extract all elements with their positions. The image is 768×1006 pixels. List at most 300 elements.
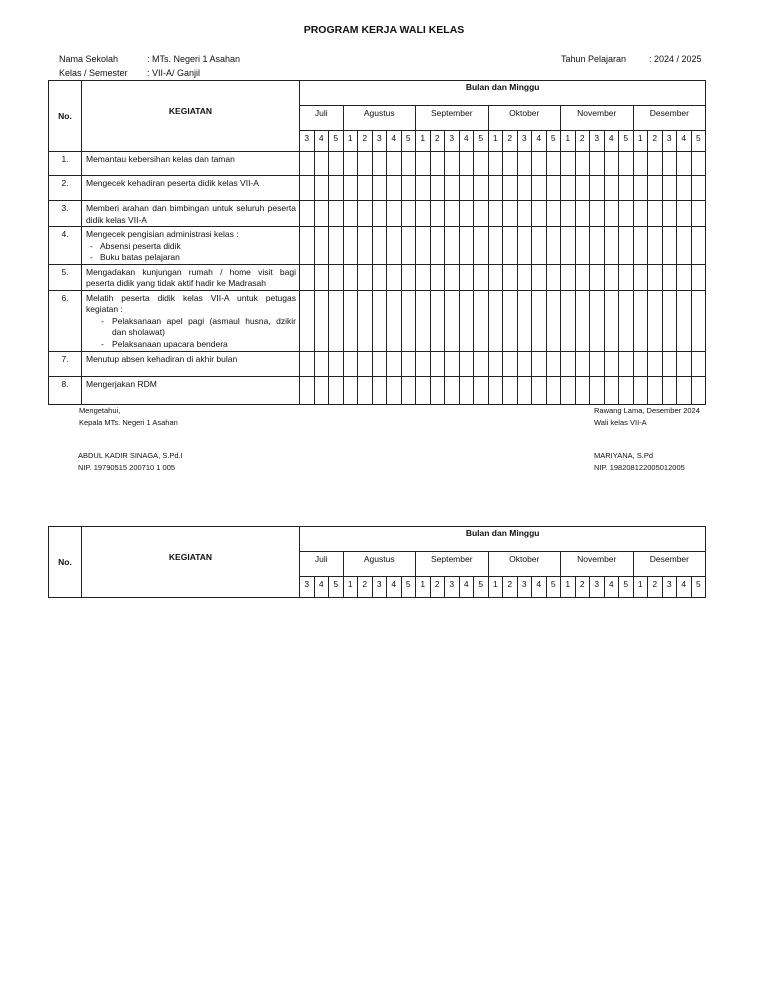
week-number: 3	[372, 131, 387, 152]
week-cell	[314, 176, 329, 201]
month-header: September	[416, 552, 489, 577]
week-number: 4	[387, 131, 402, 152]
week-cell	[633, 201, 648, 227]
week-cell	[691, 264, 706, 290]
week-cell	[474, 152, 489, 176]
week-cell	[329, 227, 344, 265]
week-cell	[662, 290, 677, 351]
week-cell	[329, 201, 344, 227]
activity-cell	[82, 201, 300, 227]
week-cell	[590, 201, 605, 227]
week-cell	[503, 376, 518, 404]
week-cell	[416, 351, 431, 376]
week-cell	[314, 264, 329, 290]
week-cell	[590, 290, 605, 351]
week-cell	[445, 176, 460, 201]
activity-text: Mengadakan kunjungan rumah / home visit bagi peserta didik yang tidak aktif hadir ke Madrasah	[86, 266, 296, 288]
week-cell	[633, 152, 648, 176]
activity-subitem: - Pelaksanaan apel pagi (asmaul husna, dzikir dan sholawat)	[86, 316, 296, 339]
week-cell	[604, 351, 619, 376]
week-cell	[387, 176, 402, 201]
week-cell	[329, 176, 344, 201]
week-cell	[662, 351, 677, 376]
week-cell	[474, 201, 489, 227]
week-cell	[648, 201, 663, 227]
week-cell	[329, 152, 344, 176]
row-number: 4.	[49, 227, 82, 265]
week-cell	[575, 227, 590, 265]
activity-text: Memantau kebersihan kelas dan taman	[86, 154, 235, 164]
header-kegiatan: KEGIATAN	[82, 81, 300, 152]
week-cell	[358, 152, 373, 176]
week-cell	[677, 201, 692, 227]
week-cell	[430, 264, 445, 290]
week-cell	[575, 152, 590, 176]
week-cell	[575, 290, 590, 351]
week-number: 3	[372, 577, 387, 598]
week-number: 2	[430, 577, 445, 598]
week-cell	[604, 227, 619, 265]
week-cell	[459, 227, 474, 265]
work-program-table-blank	[48, 526, 706, 598]
week-cell	[459, 152, 474, 176]
week-cell	[416, 152, 431, 176]
week-cell	[604, 201, 619, 227]
week-cell	[314, 351, 329, 376]
table-row	[49, 264, 706, 290]
week-number: 5	[329, 131, 344, 152]
week-cell	[633, 264, 648, 290]
week-cell	[300, 227, 315, 265]
week-number: 5	[401, 131, 416, 152]
week-cell	[329, 376, 344, 404]
page-title: PROGRAM KERJA WALI KELAS	[303, 24, 465, 36]
year-label: Tahun Pelajaran	[561, 54, 627, 64]
header-months-group: Bulan dan Minggu	[300, 527, 706, 552]
week-cell	[401, 290, 416, 351]
month-header: September	[416, 106, 489, 131]
week-cell	[416, 264, 431, 290]
week-cell	[575, 376, 590, 404]
week-cell	[532, 376, 547, 404]
week-cell	[662, 264, 677, 290]
week-cell	[619, 227, 634, 265]
week-cell	[532, 227, 547, 265]
week-number: 2	[575, 577, 590, 598]
week-number: 4	[604, 131, 619, 152]
week-cell	[532, 176, 547, 201]
week-number: 2	[358, 131, 373, 152]
week-number: 1	[416, 131, 431, 152]
week-cell	[300, 264, 315, 290]
activity-text: Memberi arahan dan bimbingan untuk seluruh peserta didik kelas VII-A	[86, 203, 296, 225]
week-cell	[648, 227, 663, 265]
week-cell	[590, 176, 605, 201]
week-cell	[677, 176, 692, 201]
week-cell	[488, 152, 503, 176]
week-cell	[474, 176, 489, 201]
week-cell	[633, 290, 648, 351]
week-number: 5	[691, 577, 706, 598]
header-no: No.	[49, 81, 82, 152]
week-cell	[677, 351, 692, 376]
week-number: 2	[648, 577, 663, 598]
week-cell	[648, 290, 663, 351]
month-header: November	[561, 552, 634, 577]
week-cell	[561, 201, 576, 227]
week-number: 2	[575, 131, 590, 152]
week-cell	[517, 176, 532, 201]
week-cell	[488, 264, 503, 290]
week-cell	[445, 376, 460, 404]
month-header: Juli	[300, 106, 344, 131]
week-cell	[633, 176, 648, 201]
week-cell	[575, 351, 590, 376]
week-number: 3	[445, 131, 460, 152]
week-cell	[372, 227, 387, 265]
week-cell	[590, 351, 605, 376]
week-number: 1	[488, 131, 503, 152]
week-cell	[474, 351, 489, 376]
week-cell	[372, 376, 387, 404]
week-number: 5	[474, 577, 489, 598]
week-cell	[343, 227, 358, 265]
week-cell	[401, 201, 416, 227]
week-number: 1	[343, 131, 358, 152]
week-number: 5	[329, 577, 344, 598]
week-cell	[691, 376, 706, 404]
week-cell	[401, 264, 416, 290]
month-header: Agustus	[343, 106, 416, 131]
week-cell	[590, 227, 605, 265]
week-cell	[300, 290, 315, 351]
week-number: 3	[662, 577, 677, 598]
week-cell	[546, 152, 561, 176]
week-cell	[314, 201, 329, 227]
week-cell	[430, 176, 445, 201]
week-cell	[648, 264, 663, 290]
week-number: 4	[387, 577, 402, 598]
week-cell	[445, 290, 460, 351]
week-cell	[517, 264, 532, 290]
week-number: 5	[546, 577, 561, 598]
week-cell	[372, 176, 387, 201]
week-cell	[343, 201, 358, 227]
month-header: November	[561, 106, 634, 131]
week-cell	[430, 152, 445, 176]
header-no: No.	[49, 527, 82, 598]
week-number: 4	[677, 131, 692, 152]
week-cell	[401, 152, 416, 176]
row-number: 3.	[49, 201, 82, 227]
week-cell	[590, 264, 605, 290]
week-cell	[662, 376, 677, 404]
table-row	[49, 227, 706, 265]
week-cell	[677, 264, 692, 290]
week-cell	[691, 351, 706, 376]
week-cell	[575, 201, 590, 227]
week-cell	[430, 290, 445, 351]
week-number: 4	[532, 131, 547, 152]
week-number: 1	[633, 131, 648, 152]
activity-cell	[82, 290, 300, 351]
week-cell	[430, 201, 445, 227]
week-number: 5	[619, 131, 634, 152]
week-number: 2	[503, 577, 518, 598]
week-number: 4	[459, 131, 474, 152]
activity-cell	[82, 264, 300, 290]
row-number: 2.	[49, 176, 82, 201]
week-cell	[358, 351, 373, 376]
week-cell	[633, 376, 648, 404]
week-cell	[648, 152, 663, 176]
week-cell	[314, 227, 329, 265]
week-cell	[517, 376, 532, 404]
week-cell	[619, 201, 634, 227]
week-cell	[416, 176, 431, 201]
week-cell	[532, 264, 547, 290]
week-cell	[662, 201, 677, 227]
week-cell	[546, 376, 561, 404]
week-cell	[372, 152, 387, 176]
school-label: Nama Sekolah	[59, 54, 119, 64]
week-cell	[387, 227, 402, 265]
week-cell	[401, 351, 416, 376]
week-cell	[430, 351, 445, 376]
week-cell	[619, 176, 634, 201]
week-number: 4	[459, 577, 474, 598]
week-number: 2	[430, 131, 445, 152]
week-number: 3	[590, 131, 605, 152]
week-cell	[677, 227, 692, 265]
activity-text: Melatih peserta didik kelas VII-A untuk petugas kegiatan :	[86, 292, 296, 314]
week-cell	[343, 376, 358, 404]
week-cell	[517, 227, 532, 265]
week-number: 4	[532, 577, 547, 598]
week-cell	[546, 227, 561, 265]
activity-subitem: - Buku batas pelajaran	[86, 252, 296, 264]
activity-text: Mengecek pengisian administrasi kelas :	[86, 229, 239, 239]
week-number: 5	[546, 131, 561, 152]
week-cell	[416, 201, 431, 227]
week-number: 3	[445, 577, 460, 598]
week-cell	[343, 264, 358, 290]
header-months-group: Bulan dan Minggu	[300, 81, 706, 106]
activity-cell	[82, 176, 300, 201]
week-cell	[648, 376, 663, 404]
week-cell	[459, 201, 474, 227]
week-cell	[517, 290, 532, 351]
homeroom-title: Wali kelas VII-A	[594, 418, 647, 427]
week-cell	[459, 264, 474, 290]
work-program-table	[48, 80, 706, 405]
week-number: 5	[401, 577, 416, 598]
week-cell	[503, 351, 518, 376]
week-cell	[503, 201, 518, 227]
school-value: : MTs. Negeri 1 Asahan	[147, 54, 241, 64]
week-cell	[619, 290, 634, 351]
week-cell	[314, 376, 329, 404]
week-cell	[343, 176, 358, 201]
week-cell	[677, 376, 692, 404]
week-cell	[300, 376, 315, 404]
week-cell	[517, 152, 532, 176]
week-cell	[590, 376, 605, 404]
week-cell	[416, 376, 431, 404]
week-number: 3	[517, 131, 532, 152]
month-header: Oktober	[488, 106, 561, 131]
week-cell	[445, 264, 460, 290]
class-value: : VII-A/ Ganjil	[147, 68, 201, 78]
week-number: 3	[590, 577, 605, 598]
row-number: 7.	[49, 351, 82, 376]
week-number: 4	[314, 131, 329, 152]
week-cell	[503, 176, 518, 201]
week-cell	[358, 290, 373, 351]
week-cell	[546, 176, 561, 201]
activity-text: Mengerjakan RDM	[86, 378, 157, 389]
week-cell	[314, 290, 329, 351]
week-cell	[474, 376, 489, 404]
week-number: 4	[677, 577, 692, 598]
week-cell	[604, 264, 619, 290]
week-cell	[314, 152, 329, 176]
week-cell	[358, 201, 373, 227]
week-cell	[474, 227, 489, 265]
week-cell	[387, 351, 402, 376]
week-cell	[532, 152, 547, 176]
week-cell	[604, 376, 619, 404]
week-cell	[329, 264, 344, 290]
week-cell	[546, 264, 561, 290]
week-number: 3	[662, 131, 677, 152]
week-cell	[329, 290, 344, 351]
activity-cell	[82, 376, 300, 404]
year-value: : 2024 / 2025	[649, 54, 702, 64]
week-cell	[474, 290, 489, 351]
week-cell	[575, 176, 590, 201]
week-cell	[691, 290, 706, 351]
activity-text: Mengecek kehadiran peserta didik kelas VII-A	[86, 178, 259, 188]
week-cell	[532, 290, 547, 351]
week-cell	[372, 264, 387, 290]
week-number: 2	[648, 131, 663, 152]
activity-cell	[82, 351, 300, 376]
week-cell	[691, 152, 706, 176]
week-cell	[633, 351, 648, 376]
week-cell	[503, 152, 518, 176]
homeroom-nip: NIP. 198208122005012005	[594, 463, 685, 472]
week-cell	[604, 152, 619, 176]
week-cell	[561, 227, 576, 265]
week-cell	[445, 152, 460, 176]
week-cell	[546, 351, 561, 376]
week-cell	[387, 264, 402, 290]
table-row	[49, 201, 706, 227]
headmaster-nip: NIP. 19790515 200710 1 005	[78, 463, 176, 472]
week-cell	[300, 201, 315, 227]
week-cell	[503, 264, 518, 290]
activity-cell	[82, 152, 300, 176]
week-cell	[575, 264, 590, 290]
week-cell	[401, 176, 416, 201]
week-cell	[662, 152, 677, 176]
week-number: 2	[503, 131, 518, 152]
week-number: 1	[561, 131, 576, 152]
row-number: 8.	[49, 376, 82, 404]
row-number: 6.	[49, 290, 82, 351]
week-cell	[387, 152, 402, 176]
month-header: Juli	[300, 552, 344, 577]
week-cell	[445, 227, 460, 265]
header-kegiatan: KEGIATAN	[82, 527, 300, 598]
week-cell	[459, 176, 474, 201]
week-cell	[619, 152, 634, 176]
week-number: 2	[358, 577, 373, 598]
week-number: 1	[416, 577, 431, 598]
week-cell	[300, 152, 315, 176]
table-row	[49, 351, 706, 376]
week-cell	[343, 351, 358, 376]
week-cell	[343, 290, 358, 351]
week-cell	[445, 351, 460, 376]
activity-cell	[82, 227, 300, 265]
week-cell	[488, 351, 503, 376]
week-cell	[691, 201, 706, 227]
week-number: 1	[343, 577, 358, 598]
month-header: Desember	[633, 106, 706, 131]
week-number: 1	[488, 577, 503, 598]
week-cell	[604, 290, 619, 351]
week-cell	[677, 152, 692, 176]
week-cell	[430, 227, 445, 265]
week-cell	[561, 376, 576, 404]
week-cell	[387, 201, 402, 227]
week-cell	[459, 351, 474, 376]
week-cell	[358, 227, 373, 265]
month-header: Agustus	[343, 552, 416, 577]
week-cell	[459, 290, 474, 351]
activity-subitem: - Pelaksanaan upacara bendera	[86, 339, 296, 351]
week-cell	[648, 176, 663, 201]
week-cell	[387, 376, 402, 404]
week-cell	[387, 290, 402, 351]
week-cell	[590, 152, 605, 176]
week-cell	[488, 376, 503, 404]
week-cell	[633, 227, 648, 265]
week-cell	[546, 201, 561, 227]
class-label: Kelas / Semester	[59, 68, 128, 78]
week-number: 4	[314, 577, 329, 598]
month-header: Oktober	[488, 552, 561, 577]
acknowledged-label: Mengetahui,	[79, 406, 121, 415]
week-number: 3	[517, 577, 532, 598]
week-number: 5	[474, 131, 489, 152]
week-cell	[488, 227, 503, 265]
week-number: 5	[619, 577, 634, 598]
homeroom-name: MARIYANA, S.Pd	[594, 451, 654, 460]
week-cell	[300, 351, 315, 376]
week-cell	[488, 176, 503, 201]
headmaster-name: ABDUL KADIR SINAGA, S.Pd.I	[78, 451, 183, 460]
week-cell	[401, 376, 416, 404]
activity-text: Menutup absen kehadiran di akhir bulan	[86, 353, 238, 364]
activity-sublist	[86, 316, 296, 351]
week-cell	[619, 376, 634, 404]
week-cell	[416, 290, 431, 351]
week-cell	[619, 351, 634, 376]
week-cell	[358, 264, 373, 290]
